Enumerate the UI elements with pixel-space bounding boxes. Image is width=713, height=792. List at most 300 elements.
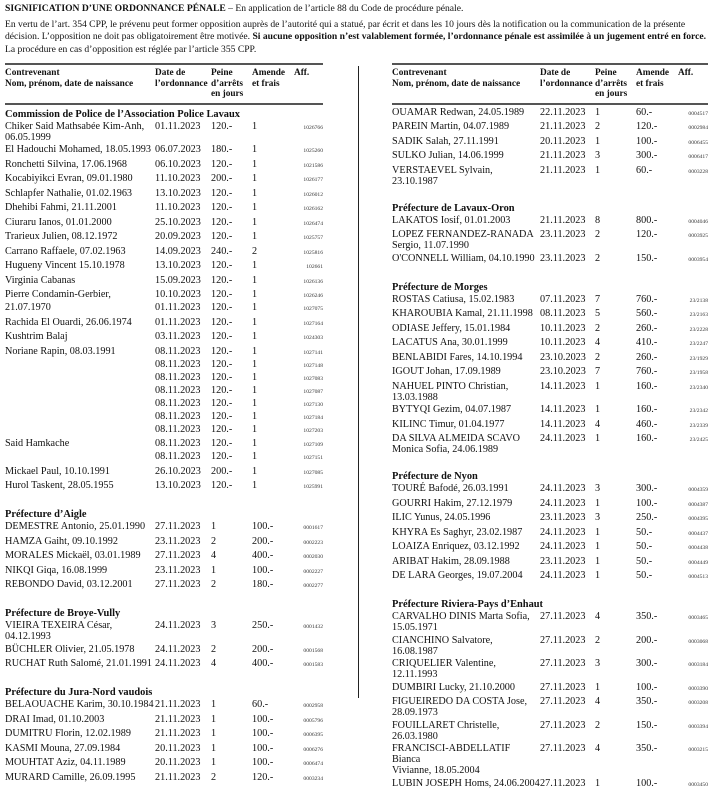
table-row [392,229,708,251]
peine-value: 120.- [211,260,233,271]
name-line: FRANCISCI-ABDELLATIF Bianca [392,743,511,765]
amende-value: 300.- [636,658,658,669]
aff-number: 1025260 [303,148,323,154]
peine-value: 120.- [211,345,233,357]
aff-number: 1027148 [303,362,323,369]
contrevenant-name [5,385,155,398]
peine-value: 2 [211,771,217,783]
name-line: BENLABIDI Fares, 14.10.1994 [392,351,523,363]
ordonnance-date: 21.11.2023 [540,214,586,226]
table-row [392,150,708,163]
peine-value: 4 [595,611,601,622]
aff-number: 1021586 [303,162,323,169]
name-line: HAMZA Gaiht, 09.10.1992 [5,535,118,547]
peine-value: 120.- [211,371,233,383]
aff-number: 1025991 [303,484,323,490]
name-line: Virginia Cabanas [5,274,76,286]
name-line: CRIQUELIER Valentine, 12.11.1993 [392,658,496,680]
table-row [5,466,323,479]
aff-number: 0003954 [688,256,708,263]
peine-value: 120.- [211,216,233,228]
amende-value: 1 [252,345,258,357]
peine-value: 1 [595,570,601,581]
aff-number: 23/2425 [689,437,708,443]
contrevenant-name [392,229,540,251]
peine-value: 7 [595,293,601,305]
aff-number: 0003234 [303,775,323,782]
amende-value: 200.- [636,634,658,646]
contrevenant-name [392,635,540,657]
header-aff: Aff. [678,68,694,78]
table-row [392,215,708,228]
peine-value: 120.- [211,384,233,396]
peine-value: 120.- [211,423,233,435]
contrevenant-name [392,294,540,307]
contrevenant-name [392,215,540,228]
ordonnance-date: 08.11.2023 [155,410,201,422]
section-title: Commission de Police de l’Association Police Lavaux [5,108,240,120]
aff-number: 0006455 [688,139,708,146]
ordonnance-date: 11.10.2023 [155,173,201,184]
peine-value: 1 [211,699,217,710]
notice-title-suffix: – En application de l’article 88 du Code de procédure pénale. [225,3,464,14]
peine-value: 2 [595,121,601,132]
amende-value: 1 [252,260,258,271]
amende-value: 1 [252,316,258,328]
name-line: VERSTAEVEL Sylvain, 23.10.1987 [392,164,493,187]
name-line: LAKATOS Iosif, 01.01.2003 [392,214,511,226]
peine-value: 120.- [211,231,233,242]
amende-value: 350.- [636,696,658,707]
name-line-2: 15.05.1971 [392,622,438,633]
amende-value: 150.- [636,252,658,264]
table-row [392,483,708,496]
peine-value: 120.- [211,438,233,449]
name-line: SADIK Salah, 27.11.1991 [392,135,499,147]
aff-number: 0002958 [303,703,323,709]
ordonnance-date: 08.11.2023 [155,345,201,357]
name-line: LOAIZA Enriquez, 03.12.1992 [392,541,520,552]
ordonnance-date: 23.11.2023 [540,512,586,523]
table-row [392,743,708,776]
contrevenant-name [5,550,155,563]
peine-value: 2 [211,579,217,590]
peine-value: 4 [595,696,601,707]
amende-value: 760.- [636,293,658,305]
peine-value: 2 [595,351,601,363]
header-date: Date de l’ordonnance [155,68,208,89]
amende-value: 100.- [252,757,274,768]
contrevenant-name [392,366,540,379]
table-row [392,136,708,149]
table-row [5,217,323,230]
name-line: BÜCHLER Olivier, 21.05.1978 [5,643,135,655]
aff-number: 0006417 [688,154,708,160]
name-line: DUMBIRI Lucky, 21.10.2000 [392,681,515,693]
ordonnance-date: 08.11.2023 [155,371,201,383]
ordonnance-date: 23.10.2023 [540,366,586,377]
ordonnance-date: 01.11.2023 [155,120,201,132]
amende-value: 260.- [636,322,658,334]
table-row [5,372,323,385]
name-line: OUAMAR Redwan, 24.05.1989 [392,106,525,118]
amende-value: 1 [252,289,258,300]
notice-paragraph [5,19,708,57]
header-bottom-rule [5,103,323,105]
section [392,282,708,456]
amende-value: 50.- [636,541,653,552]
peine-value: 1 [595,164,601,176]
name-line: Hurol Taskent, 28.05.1955 [5,480,114,491]
amende-value: 250.- [636,512,658,523]
amende-value: 1 [252,410,258,422]
contrevenant-name [5,302,155,315]
amende-value: 150.- [636,719,658,731]
table-row [5,159,323,172]
peine-value: 1 [211,742,217,754]
table-row [5,772,323,785]
table-row [392,570,708,583]
contrevenant-name [392,165,540,187]
aff-number: 0004517 [688,110,708,117]
ordonnance-date: 10.11.2023 [540,337,586,348]
name-line-2: 26.03.1980 [392,730,438,742]
table-row [5,743,323,756]
contrevenant-name [5,346,155,359]
aff-number: 1027141 [303,349,323,356]
ordonnance-date: 06.10.2023 [155,158,201,170]
contrevenant-name [5,699,155,712]
name-line: RUCHAT Ruth Salomé, 21.01.1991 [5,658,152,669]
peine-value: 1 [595,404,601,415]
amende-value: 160.- [636,380,658,392]
peine-value: 2 [211,535,217,547]
contrevenant-name [5,536,155,549]
table-row [392,165,708,187]
contrevenant-name [5,438,155,451]
peine-value: 1 [211,728,217,739]
section-title: Préfecture de Broye-Vully [5,608,121,619]
header-peine: Peine d’arrêts en jours [211,68,244,99]
aff-number: 0004513 [688,574,708,580]
peine-value: 2 [595,634,601,646]
peine-value: 120.- [211,120,233,132]
table-row [5,536,323,549]
peine-value: 120.- [211,397,233,409]
peine-value: 120.- [211,187,233,199]
peine-value: 2 [595,322,601,334]
peine-value: 1 [595,135,601,147]
amende-value: 160.- [636,433,658,444]
name-line: Dhehibi Fahmi, 21.11.2001 [5,202,117,213]
name-line: ARIBAT Hakim, 28.09.1988 [392,555,510,567]
name-line: Ciuraru Ianos, 01.01.2000 [5,216,112,228]
amende-value: 410.- [636,337,658,348]
table-row [5,302,323,315]
section-title: Préfecture du Jura-Nord vaudois [5,687,153,698]
table-row [392,253,708,266]
notice-text: En vertu de l’art. 354 CPP, le prévenu peut former opposition auprès de l’autorité qui a statué, par écrit et dans les 10 jours dès la notification ou la communication de la présente décision. L’opposition ne doit pas obligatoirement être motivée. [5,18,686,43]
ordonnance-date: 24.11.2023 [540,497,586,509]
table-row [392,611,708,633]
peine-value: 120.- [211,451,233,462]
contrevenant-name [392,150,540,163]
contrevenant-name [392,483,540,496]
contrevenant-name [392,743,540,776]
amende-value: 1 [252,465,258,477]
contrevenant-name [392,778,540,791]
name-line: FOUILLARET Christelle, [392,719,500,731]
contrevenant-name [392,121,540,134]
amende-value: 1 [252,173,258,184]
amende-value: 1 [252,216,258,228]
ordonnance-date: 08.11.2023 [155,438,201,449]
ordonnance-date: 21.11.2023 [540,150,586,161]
name-line: ROSTAS Catiusa, 15.02.1983 [392,293,515,305]
contrevenant-name [5,757,155,770]
name-line: Noriane Rapin, 08.03.1991 [5,345,116,357]
ordonnance-date: 01.11.2023 [155,302,201,313]
name-line: CARVALHO DINIS Marta Sofia, [392,611,530,622]
table-row [5,289,323,302]
contrevenant-name [5,743,155,756]
ordonnance-date: 11.10.2023 [155,202,201,213]
peine-value: 3 [595,150,601,161]
table-row [392,498,708,511]
amende-value: 350.- [636,611,658,622]
section [5,608,323,671]
aff-number: 0003394 [688,723,708,730]
name-line: ODIASE Jeffery, 15.01.1984 [392,322,511,334]
ordonnance-date: 27.11.2023 [540,658,586,669]
amende-value: 1 [252,371,258,383]
aff-number: 1026162 [303,206,323,212]
table-row [5,398,323,411]
ordonnance-date: 24.11.2023 [155,643,201,655]
amende-value: 1 [252,158,258,170]
amende-value: 1 [252,144,258,155]
contrevenant-name [5,644,155,657]
aff-number: 23/2138 [689,297,708,304]
contrevenant-name [392,696,540,718]
table-row [5,451,323,464]
amende-value: 2 [252,245,258,257]
contrevenant-name [392,658,540,680]
name-line: DUMITRU Florin, 12.02.1989 [5,728,131,739]
aff-number: 0004437 [688,530,708,537]
peine-value: 1 [211,521,217,532]
name-line: LOPEZ FERNANDEZ-RANADA [392,229,534,240]
peine-value: 4 [595,337,601,348]
amende-value: 1 [252,384,258,396]
aff-number: 0006395 [303,732,323,738]
name-line: KHYRA Es Saghyr, 23.02.1987 [392,526,523,538]
amende-value: 120.- [252,771,274,783]
contrevenant-name [392,512,540,525]
aff-number: 0004449 [688,559,708,566]
peine-value: 3 [595,658,601,669]
ordonnance-date: 27.11.2023 [155,579,201,590]
peine-value: 2 [595,229,601,240]
ordonnance-date: 23.11.2023 [155,535,201,547]
notice-end-text: La procédure en cas d’opposition est réglée par l’article 355 CPP. [5,43,257,55]
amende-value: 50.- [636,555,653,567]
amende-value: 100.- [252,564,274,576]
ordonnance-date: 14.11.2023 [540,380,586,392]
section-title: Préfecture d’Aigle [5,509,87,520]
amende-value: 460.- [636,418,658,430]
table-row [5,480,323,493]
table-row [5,188,323,201]
name-line: GOURRI Hakim, 27.12.1979 [392,497,513,509]
section [392,471,708,583]
name-line-2: 06.05.1999 [5,131,51,143]
header-amende: Amende et frais [252,68,286,89]
name-line: KHAROUBIA Kamal, 21.11.1998 [392,308,533,319]
aff-number: 1027130 [303,401,323,408]
aff-number: 23/2228 [689,326,708,333]
ordonnance-date: 27.11.2023 [540,777,586,789]
peine-value: 4 [595,743,601,754]
name-line: MORALES Mickaël, 03.01.1989 [5,550,141,561]
aff-number: 1026177 [303,177,323,183]
header-date: Date de l’ordonnance [540,68,593,89]
aff-number: 0003465 [688,615,708,621]
peine-value: 1 [595,777,601,789]
ordonnance-date: 27.11.2023 [540,743,586,754]
aff-number: 1026766 [303,124,323,131]
table-row [5,728,323,741]
aff-number: 1026136 [303,278,323,285]
ordonnance-date: 20.11.2023 [540,135,586,147]
aff-number: 0003228 [688,168,708,175]
name-line: MURARD Camille, 26.09.1995 [5,771,136,783]
amende-value: 350.- [636,743,658,754]
header-contrevenant: Contrevenant Nom, prénom, date de naissance [392,68,521,89]
amende-value: 100.- [636,135,658,147]
peine-value: 1 [595,541,601,552]
name-line-2: Monica Sofia, 24.06.1989 [392,444,499,455]
ordonnance-date: 08.11.2023 [155,451,201,462]
contrevenant-name [5,398,155,411]
contrevenant-name [392,404,540,417]
amende-value: 1 [252,120,258,132]
aff-number: 0002277 [303,583,323,589]
amende-value: 160.- [636,404,658,415]
amende-value: 1 [252,397,258,409]
contrevenant-name [5,144,155,157]
table-row [392,323,708,336]
ordonnance-date: 20.09.2023 [155,231,201,242]
peine-value: 120.- [211,316,233,328]
contrevenant-name [5,331,155,344]
table-row [392,366,708,379]
ordonnance-date: 23.11.2023 [540,252,586,264]
name-line: Mickael Paul, 10.10.1991 [5,465,110,477]
amende-value: 120.- [636,121,658,132]
table-row [392,512,708,525]
section-title: Préfecture de Nyon [392,471,478,482]
name-line: SULKO Julian, 14.06.1999 [392,150,504,161]
contrevenant-name [392,527,540,540]
contrevenant-name [5,772,155,785]
table-row [392,294,708,307]
name-line: DE LARA Georges, 19.07.2004 [392,570,523,581]
amende-value: 1 [252,480,258,491]
amende-value: 1 [252,202,258,213]
contrevenant-name [392,541,540,554]
ordonnance-date: 27.11.2023 [155,521,201,532]
contrevenant-name [392,611,540,633]
amende-value: 100.- [252,713,274,725]
amende-value: 400.- [252,658,274,669]
amende-value: 100.- [252,728,274,739]
ordonnance-date: 24.11.2023 [540,541,586,552]
ordonnance-date: 14.11.2023 [540,404,586,415]
amende-value: 100.- [252,521,274,532]
aff-number: 0004438 [688,545,708,551]
contrevenant-name [5,359,155,372]
table-row [392,527,708,540]
table-row [392,682,708,695]
name-line: Chiker Said Mathsabée Kim-Anh, [5,120,145,132]
table-row [392,778,708,791]
aff-number: 0003450 [688,781,708,788]
section-title: Préfecture de Lavaux-Oron [392,202,515,214]
section [5,109,323,494]
contrevenant-name [5,173,155,186]
section-title: Préfecture de Morges [392,281,488,293]
ordonnance-date: 27.11.2023 [155,550,201,561]
name-line-2: Sergio, 11.07.1990 [392,240,469,251]
contrevenant-name [5,424,155,437]
table-row [392,308,708,321]
contrevenant-name [5,372,155,385]
table-row [5,658,323,671]
ordonnance-date: 08.11.2023 [155,423,201,435]
contrevenant-name [5,579,155,592]
ordonnance-date: 07.11.2023 [540,293,586,305]
right-column [392,63,708,792]
table-row [392,696,708,718]
aff-number: 0002030 [303,554,323,560]
peine-value: 1 [211,757,217,768]
contrevenant-name [5,658,155,671]
aff-number: 0005796 [303,717,323,724]
amende-value: 400.- [252,550,274,561]
aff-number: 23/2340 [689,384,708,391]
table-row [5,173,323,186]
ordonnance-date: 13.10.2023 [155,480,201,491]
contrevenant-name [5,480,155,493]
aff-number: 1027109 [303,442,323,448]
contrevenant-name [392,498,540,511]
left-column [5,63,323,786]
contrevenant-name [5,411,155,424]
amende-value: 100.- [636,681,658,693]
amende-value: 100.- [636,497,658,509]
contrevenant-name [392,720,540,742]
aff-number: 1026246 [303,293,323,299]
ordonnance-date: 13.10.2023 [155,187,201,199]
table-row [392,381,708,403]
table-row [5,202,323,215]
name-line: NAHUEL PINTO Christian, [392,380,509,392]
name-line: TOURÉ Bafodé, 26.03.1991 [392,483,509,494]
name-line: Rachida El Ouardi, 26.06.1974 [5,316,132,328]
contrevenant-name [392,253,540,266]
aff-number: 0004359 [688,487,708,493]
